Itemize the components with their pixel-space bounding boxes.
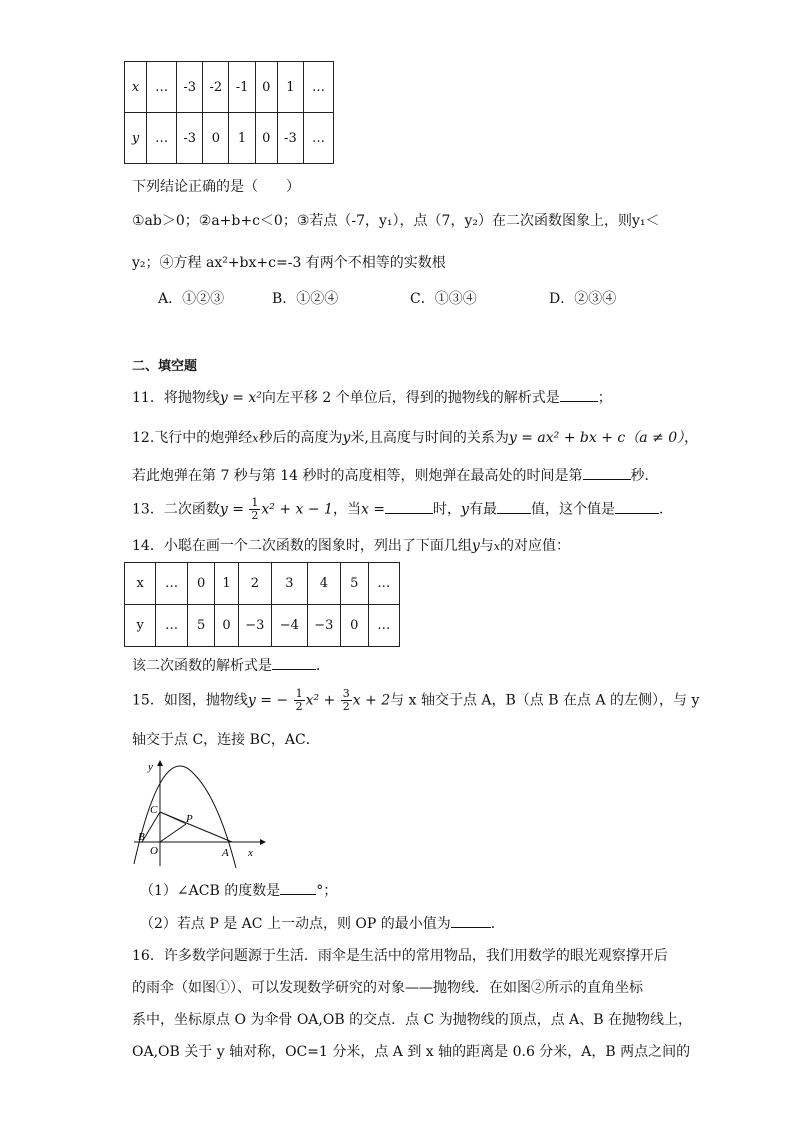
q12-text: ， [684, 430, 699, 446]
table-cell: x [125, 62, 147, 113]
q11-text-c: ； [597, 390, 612, 406]
q15-text: （1）∠ACB 的度数是 [140, 883, 281, 899]
table-cell: … [368, 605, 400, 647]
q11-text-a: 11．将抛物线 [132, 390, 220, 406]
question-11 [132, 387, 612, 407]
q12-text: 米,且高度与时间的关系为 [350, 430, 509, 446]
fraction [294, 688, 305, 713]
question-16-line1: 16．许多数学问题源于生活．雨伞是生活中的常用物品，我们用数学的眼光观察撑开后 [132, 948, 668, 964]
parabola-figure [130, 758, 270, 868]
value-table-2 [124, 562, 400, 647]
q12-text: 12.飞行中的炮弹经 [132, 430, 253, 446]
q13-text: 有最 [468, 501, 497, 518]
q10-option-d: D．②③④ [549, 291, 617, 307]
table-cell: x [125, 563, 156, 605]
question-16-line3: 系中，坐标原点 O 为伞骨 OA,OB 的交点．点 C 为抛物线的顶点，点 A、B 在抛物线上， [132, 1012, 692, 1028]
answer-blank[interactable] [497, 499, 531, 514]
table-cell: 0 [187, 563, 214, 605]
table-cell: 0 [341, 605, 368, 647]
question-15-line1 [132, 688, 699, 713]
q15-formula: y = − [247, 692, 289, 709]
segment-op [160, 824, 186, 842]
table-cell: … [303, 113, 333, 164]
label-y: y [148, 761, 153, 773]
fraction-denominator: 2 [342, 700, 350, 713]
table-cell: −3 [307, 605, 340, 647]
q11-formula: y = x² [219, 390, 262, 406]
question-13 [132, 497, 673, 522]
table-cell: … [156, 605, 187, 647]
q14-var-y: y [471, 538, 480, 554]
q13-var-x: x = [360, 501, 386, 518]
question-14-intro [132, 535, 570, 555]
table-cell: … [303, 62, 333, 113]
fraction-denominator: 2 [251, 509, 259, 522]
q10-statements-line1: ①ab＞0；②a+b+c＜0；③若点（-7，y₁），点（7，y₂）在二次函数图象上，则y₁＜ [132, 213, 660, 229]
value-table-1 [124, 61, 334, 164]
q14-var-x: x [493, 540, 500, 553]
table-cell: y [125, 605, 156, 647]
y-axis-arrow [157, 760, 163, 766]
fraction-numerator: 1 [251, 496, 259, 509]
label-c: C [150, 804, 158, 816]
q15-text: °； [316, 883, 338, 899]
q12-formula: y = ax² + bx + c（a ≠ 0） [508, 430, 685, 446]
question-12-line1 [132, 427, 698, 447]
table-cell: -3 [277, 113, 303, 164]
question-15-sub2 [140, 913, 505, 933]
q13-text: ． [658, 501, 673, 518]
q13-text: ，当 [332, 501, 361, 518]
fraction [341, 688, 352, 713]
q15-text: （2）若点 P 是 AC 上一动点，则 OP 的最小值为 [140, 916, 451, 932]
table-cell: 4 [307, 563, 340, 605]
label-x: x [248, 847, 253, 859]
question-12-line2 [132, 465, 659, 485]
table-cell: 0 [203, 113, 229, 164]
answer-blank[interactable] [560, 387, 598, 402]
q10-statements-line2: y₂；④方程 ax²+bx+c=-3 有两个不相等的实数根 [132, 255, 446, 271]
table-cell: 5 [341, 563, 368, 605]
table-cell: −3 [238, 605, 271, 647]
table-cell: 1 [215, 563, 238, 605]
table-cell: 0 [255, 62, 277, 113]
q15-formula: x + 2 [352, 692, 391, 709]
table-cell: y [125, 113, 147, 164]
table-cell: 0 [215, 605, 238, 647]
q14-text: 14．小聪在画一个二次函数的图象时，列出了下面几组 [132, 538, 472, 554]
q12-var-y: y [342, 430, 351, 446]
fraction [249, 497, 260, 522]
question-15-sub1 [140, 880, 337, 900]
q13-text: 时， [433, 501, 462, 518]
segment-ca [160, 812, 232, 842]
q13-formula-post: x² + x − 1 [261, 501, 333, 518]
table-cell: 0 [255, 113, 277, 164]
table-cell: 5 [187, 605, 214, 647]
table-cell: -3 [177, 62, 203, 113]
question-16-line2: 的雨伞（如图①）、可以发现数学研究的对象——抛物线．在如图②所示的直角坐标 [132, 980, 643, 996]
q14-text: 该二次函数的解析式是 [132, 658, 272, 674]
table-cell: 1 [229, 113, 255, 164]
q15-formula: x² + [305, 692, 336, 709]
question-14-answer [132, 655, 330, 675]
answer-blank[interactable] [583, 465, 631, 480]
q13-var-y: y [461, 501, 469, 518]
q12-text: 秒． [630, 468, 659, 484]
label-o: O [150, 845, 158, 857]
table-cell: … [156, 563, 187, 605]
label-a: A [222, 847, 229, 859]
table-cell: -2 [203, 62, 229, 113]
label-b: B [138, 831, 145, 843]
q10-option-a: A．①②③ [158, 291, 225, 307]
answer-blank[interactable] [272, 655, 316, 670]
fraction-numerator: 1 [295, 687, 303, 700]
q15-text: 15．如图，抛物线 [132, 692, 248, 709]
answer-blank[interactable] [280, 880, 316, 895]
q13-formula-pre: y = [219, 501, 244, 518]
q10-prompt: 下列结论正确的是（ ） [132, 179, 300, 195]
table-cell: -1 [229, 62, 255, 113]
q14-text: 的对应值： [499, 538, 570, 554]
answer-blank[interactable] [615, 499, 659, 514]
table-cell: −4 [272, 605, 308, 647]
table-cell: … [368, 563, 400, 605]
table-cell: … [147, 113, 177, 164]
answer-blank[interactable] [451, 913, 491, 928]
table-cell: … [147, 62, 177, 113]
section-heading: 二、填空题 [132, 359, 198, 374]
question-16-line4: OA,OB 关于 y 轴对称，OC=1 分米，点 A 到 x 轴的距离是 0.6 分米，A，B 两点之间的 [132, 1044, 691, 1060]
answer-blank[interactable] [385, 499, 433, 514]
q12-text: 若此炮弹在第 7 秒与第 14 秒时的高度相等，则炮弹在最高处的时间是第 [132, 468, 583, 484]
q14-text: ． [316, 658, 330, 674]
fraction-denominator: 2 [295, 700, 303, 713]
q11-text-b: 向左平移 2 个单位后，得到的抛物线的解析式是 [261, 390, 560, 406]
table-cell: 1 [277, 62, 303, 113]
q12-var-x: x [252, 432, 259, 445]
fraction-numerator: 3 [342, 687, 350, 700]
q14-text: 与 [479, 538, 494, 554]
segment-cp [160, 812, 186, 824]
table-cell: 3 [272, 563, 308, 605]
q13-text: 值，这个值是 [530, 501, 615, 518]
label-p: P [186, 813, 193, 825]
table-cell: -3 [177, 113, 203, 164]
q10-option-c: C．①③④ [410, 291, 477, 307]
question-15-line2: 轴交于点 C，连接 BC，AC． [132, 732, 320, 748]
table-cell: 2 [238, 563, 271, 605]
q15-text: 与 x 轴交于点 A，B（点 B 在点 A 的左侧），与 y [390, 692, 700, 709]
q13-text: 13．二次函数 [132, 501, 220, 518]
q15-text: ． [490, 916, 505, 932]
q12-text: 秒后的高度为 [258, 430, 343, 446]
q10-option-b: B．①②④ [272, 291, 339, 307]
x-axis-arrow [260, 839, 266, 845]
